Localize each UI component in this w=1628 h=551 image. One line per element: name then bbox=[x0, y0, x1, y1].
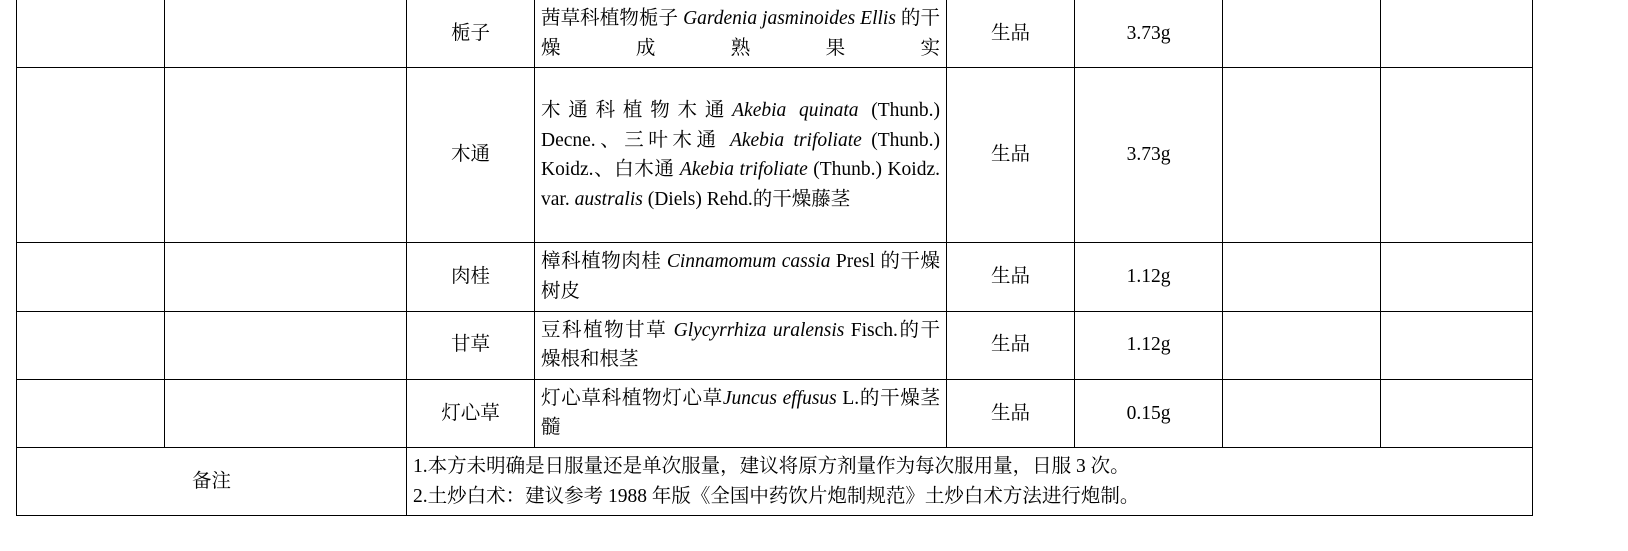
remark-content bbox=[407, 448, 1533, 516]
cell-herb-description: 木通科植物木通Akebia quinata (Thunb.) Decne.、三叶木通 Akebia trifoliate (Thunb.) Koidz.、白木通 Akebia trifoliate (Thunb.) Koidz. var. australis (Diels) Rehd.的干燥藤茎 bbox=[535, 68, 947, 243]
table-row bbox=[17, 0, 1533, 68]
cell-dose: 3.73g bbox=[1075, 68, 1223, 243]
cell-herb-description: 樟科植物肉桂 Cinnamomum cassia Presl 的干燥树皮 bbox=[535, 243, 947, 311]
table-row bbox=[17, 379, 1533, 447]
cell-blank-col8 bbox=[1381, 68, 1533, 243]
table-row bbox=[17, 68, 1533, 243]
cell-blank-col7 bbox=[1223, 0, 1381, 68]
cell-blank-col1 bbox=[17, 0, 165, 68]
cell-dose: 3.73g bbox=[1075, 0, 1223, 68]
cell-blank-col1 bbox=[17, 379, 165, 447]
herb-formula-table bbox=[16, 0, 1533, 516]
cell-process: 生品 bbox=[947, 68, 1075, 243]
cell-blank-col8 bbox=[1381, 379, 1533, 447]
cell-blank-col8 bbox=[1381, 0, 1533, 68]
table-row bbox=[17, 243, 1533, 311]
cell-blank-col2 bbox=[165, 243, 407, 311]
cell-herb-name: 灯心草 bbox=[407, 379, 535, 447]
cell-herb-name: 栀子 bbox=[407, 0, 535, 68]
cell-herb-description: 灯心草科植物灯心草Juncus effusus L.的干燥茎髓 bbox=[535, 379, 947, 447]
cell-process: 生品 bbox=[947, 379, 1075, 447]
cell-blank-col7 bbox=[1223, 243, 1381, 311]
cell-herb-description: 豆科植物甘草 Glycyrrhiza uralensis Fisch.的干燥根和根茎 bbox=[535, 311, 947, 379]
cell-blank-col8 bbox=[1381, 243, 1533, 311]
cell-blank-col2 bbox=[165, 379, 407, 447]
cell-dose: 1.12g bbox=[1075, 243, 1223, 311]
cell-blank-col7 bbox=[1223, 68, 1381, 243]
table-row-remark bbox=[17, 448, 1533, 516]
remark-line-2: 2.土炒白术：建议参考 1988 年版《全国中药饮片炮制规范》土炒白术方法进行炮制。 bbox=[413, 485, 1140, 507]
cell-blank-col7 bbox=[1223, 311, 1381, 379]
cell-dose: 1.12g bbox=[1075, 311, 1223, 379]
cell-blank-col8 bbox=[1381, 311, 1533, 379]
cell-process: 生品 bbox=[947, 0, 1075, 68]
cell-herb-name: 木通 bbox=[407, 68, 535, 243]
cell-herb-name: 肉桂 bbox=[407, 243, 535, 311]
cell-blank-col1 bbox=[17, 311, 165, 379]
cell-blank-col2 bbox=[165, 311, 407, 379]
remark-label: 备注 bbox=[17, 448, 407, 516]
remark-line-1: 1.本方未明确是日服量还是单次服量，建议将原方剂量作为每次服用量，日服 3 次。 bbox=[413, 456, 1130, 477]
cell-process: 生品 bbox=[947, 243, 1075, 311]
cell-blank-col1 bbox=[17, 243, 165, 311]
cell-herb-description: 茜草科植物栀子 Gardenia jasminoides Ellis 的干燥成熟果实 bbox=[535, 0, 947, 68]
cell-blank-col1 bbox=[17, 68, 165, 243]
cell-blank-col2 bbox=[165, 0, 407, 68]
cell-herb-name: 甘草 bbox=[407, 311, 535, 379]
cell-process: 生品 bbox=[947, 311, 1075, 379]
cell-blank-col7 bbox=[1223, 379, 1381, 447]
cell-blank-col2 bbox=[165, 68, 407, 243]
table-row bbox=[17, 311, 1533, 379]
cell-dose: 0.15g bbox=[1075, 379, 1223, 447]
